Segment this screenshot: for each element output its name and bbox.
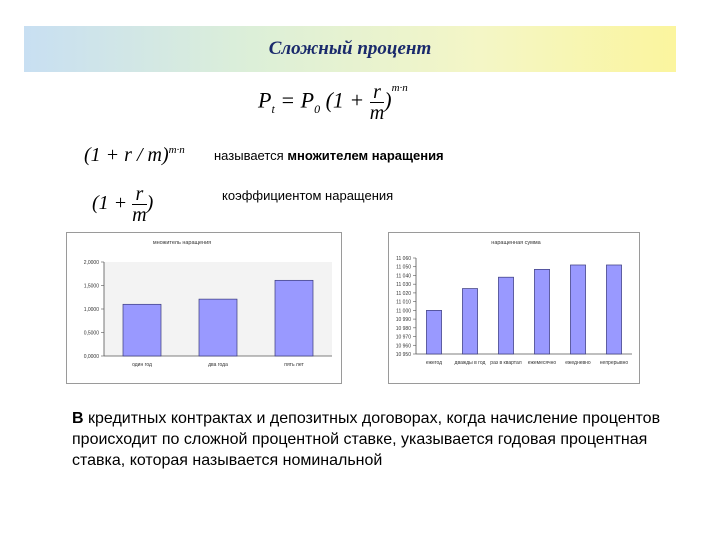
y-tick-label: 11 020 xyxy=(396,290,411,297)
y-tick-label: 10 950 xyxy=(395,352,411,358)
formula-fraction xyxy=(370,82,384,123)
y-tick-label: 0,5000 xyxy=(83,330,99,337)
y-tick-label: 2,0000 xyxy=(83,260,99,266)
bar xyxy=(570,265,585,354)
bar xyxy=(498,277,513,354)
y-tick-label: 10 960 xyxy=(395,343,411,350)
multiplier-exp: m·n xyxy=(168,144,185,156)
x-tick-label: ежемесячно xyxy=(527,360,557,366)
bar xyxy=(275,280,313,356)
y-tick-label: 11 000 xyxy=(396,308,411,315)
x-tick-label: пять лет xyxy=(284,362,304,368)
formula-p: P xyxy=(300,87,315,113)
coef-close: ) xyxy=(146,192,154,215)
bar xyxy=(534,269,549,354)
bar xyxy=(426,310,441,354)
x-tick-label: один год xyxy=(132,362,152,368)
chart-multiplier-svg xyxy=(66,232,342,384)
bar xyxy=(606,265,621,354)
x-tick-label: непрерывно xyxy=(599,360,629,366)
y-tick-label: 10 970 xyxy=(395,334,411,341)
x-tick-label: ежегод xyxy=(425,360,443,366)
y-tick-label: 1,0000 xyxy=(83,307,99,313)
formula-eq: = xyxy=(280,87,296,113)
formula-den: m xyxy=(369,102,385,124)
paragraph-bold: В xyxy=(72,410,84,427)
chart-accrued-sum xyxy=(388,232,640,384)
formula-close: ) xyxy=(384,87,392,113)
formula-exp: m·n xyxy=(391,82,408,94)
formula-multiplier xyxy=(84,144,185,167)
multiplier-expr: (1 + r / m) xyxy=(84,144,169,166)
y-tick-label: 1,5000 xyxy=(83,283,99,290)
formula-lhs: P xyxy=(258,87,272,113)
formula-open: (1 + xyxy=(325,87,365,113)
bar xyxy=(199,299,237,356)
y-tick-label: 11 050 xyxy=(396,264,411,271)
formula-num: r xyxy=(370,82,384,103)
x-tick-label: два года xyxy=(208,362,228,368)
chart-title: множитель наращения xyxy=(152,240,212,246)
formula-main xyxy=(258,82,408,123)
coef-fraction xyxy=(132,184,146,225)
bar xyxy=(123,304,161,356)
title-bar xyxy=(24,26,676,72)
y-tick-label: 11 040 xyxy=(396,273,411,280)
coef-open: (1 + xyxy=(92,192,128,215)
x-tick-label: раз в квартал xyxy=(490,360,522,366)
slide-title: Сложный процент xyxy=(268,38,432,59)
multiplier-text-prefix: называется xyxy=(214,148,284,163)
coef-num: r xyxy=(132,184,146,205)
y-tick-label: 0,0000 xyxy=(83,354,99,360)
coef-den: m xyxy=(132,204,147,226)
y-tick-label: 10 990 xyxy=(395,317,411,324)
x-tick-label: дважды в год xyxy=(454,360,486,366)
y-tick-label: 11 060 xyxy=(396,256,411,262)
paragraph xyxy=(72,408,672,471)
x-tick-label: ежедневно xyxy=(565,360,591,366)
y-tick-label: 10 980 xyxy=(395,325,411,332)
formula-lhs-sub: t xyxy=(271,101,275,116)
formula-coefficient xyxy=(92,184,153,225)
bar xyxy=(462,289,477,354)
chart-accrued-sum-svg xyxy=(388,232,640,384)
y-tick-label: 11 030 xyxy=(396,282,411,289)
chart-title: наращенная сумма xyxy=(491,240,541,246)
chart-multiplier xyxy=(66,232,342,384)
multiplier-description xyxy=(214,148,444,163)
paragraph-text: кредитных контрактах и депозитных договорах, когда начисление процентов происходит по сложной процентной ставке, указывается годовая процентная ставка, которая называется номинальной xyxy=(72,410,661,469)
coefficient-description: коэффициентом наращения xyxy=(222,188,394,203)
multiplier-text-bold: множителем наращения xyxy=(287,148,444,163)
formula-p-sub: 0 xyxy=(314,101,321,116)
y-tick-label: 11 010 xyxy=(396,299,411,306)
